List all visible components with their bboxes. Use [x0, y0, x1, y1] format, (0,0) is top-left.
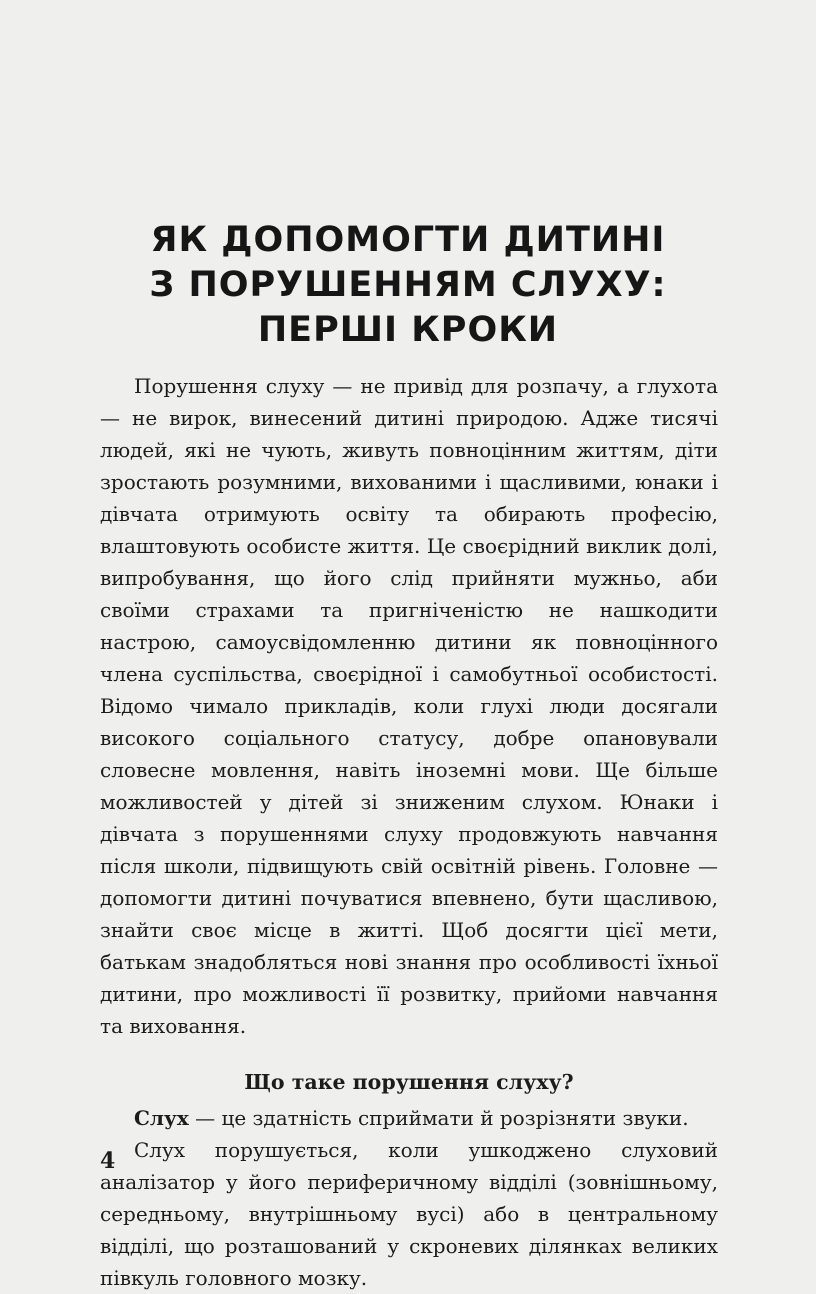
intro-paragraph: Порушення слуху — не привід для розпачу, а глухота — не вирок, винесений дитині природою. Адже тисячі людей, які не чують, живуть повноцінним життям, діти зростають розумними, вихованими і щасливими, юнаки і дівчата отримують освіту та обирають професію, влаштовують особисте життя. Це своєрідний виклик долі, випробування, що його слід прийняти мужньо, аби своїми страхами та пригніченістю не нашкодити настрою, самоусвідомленню дитини як повноцінного члена суспільства, своєрідної і самобутньої особистості. Відомо чимало прикладів, коли глухі люди досягали високого соціального статусу, добре опановували словесне мовлення, навіть іноземні мови. Ще більше можливостей у дітей зі зниженим слухом. Юнаки і дівчата з порушеннями слуху продовжують навчання після школи, підвищують свій освітній рівень. Головне — допомогти дитині почуватися впевнено, бути щасливою, знайти своє місце в житті. Щоб досягти цієї мети, батькам знадобляться нові знання про особливості їхньої дитини, про можливості її розвитку, прийоми навчання та виховання. [100, 374, 718, 1038]
chapter-title [60, 218, 756, 353]
chapter-title-line-1: ЯК ДОПОМОГТИ ДИТИНІ [150, 220, 666, 260]
definition-term: Слух [134, 1106, 189, 1130]
definition-text: — це здатність сприймати й розрізняти звуки. [188, 1106, 689, 1130]
definition-paragraph [100, 1102, 718, 1134]
chapter-title-line-3: ПЕРШІ КРОКИ [257, 310, 559, 350]
body-text [100, 370, 718, 1294]
section-heading: Що таке порушення слуху? [244, 1070, 574, 1094]
hearing-paragraph: Слух порушується, коли ушкоджено слуховий аналізатор у його периферичному відділі (зовнішньому, середньому, внутрішньому вусі) або в центральному відділі, що розташований у скроневих ділянках великих півкуль головного мозку. [100, 1138, 718, 1290]
chapter-title-line-2: З ПОРУШЕННЯМ СЛУХУ: [149, 265, 667, 305]
page-number: 4 [100, 1148, 116, 1174]
